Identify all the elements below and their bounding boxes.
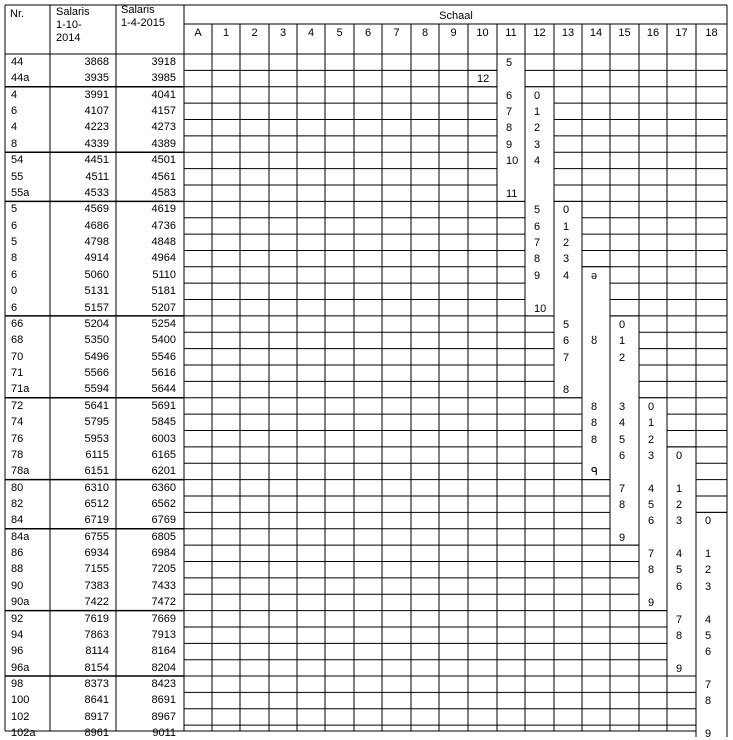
scale-step: 1 — [705, 548, 712, 561]
row-nr: 4 — [11, 88, 18, 101]
row-nr: 54 — [11, 154, 24, 167]
row-nr: 80 — [11, 481, 24, 494]
salary-2015: 4964 — [151, 252, 176, 265]
row-nr: 90a — [11, 596, 30, 609]
salary-2015: 5546 — [151, 350, 176, 363]
scale-step: ȣ — [591, 335, 598, 348]
salary-2014: 7422 — [84, 596, 109, 609]
scale-col-header: 12 — [533, 27, 546, 39]
row-nr: 90 — [11, 579, 24, 592]
row-nr: 0 — [11, 285, 18, 298]
salary-2015: 8691 — [151, 694, 176, 707]
salary-2015: 5110 — [152, 268, 176, 281]
salary-2015: 7205 — [151, 563, 176, 576]
scale-step: 2 — [534, 122, 541, 135]
scale-col-header: 14 — [589, 27, 603, 39]
scale-step: 6 — [534, 220, 541, 233]
scale-step: 8 — [506, 122, 513, 135]
scale-step: 3 — [534, 138, 541, 151]
scale-step: 1 — [648, 417, 655, 430]
scale-col-header: 2 — [251, 27, 258, 39]
scale-step: 6 — [563, 335, 570, 348]
scale-col-header: 5 — [336, 27, 343, 39]
row-nr: 96a — [11, 661, 30, 674]
scale-step: 8 — [705, 695, 712, 708]
scale-step: 7 — [563, 351, 570, 364]
salary-2014: 5566 — [84, 367, 109, 380]
salary-2015: 5691 — [151, 399, 176, 412]
scale-col-header: 16 — [646, 27, 660, 39]
scale-col-header: 6 — [364, 27, 372, 39]
scale-step: 2 — [619, 351, 626, 364]
salary-2015: 5644 — [151, 383, 176, 396]
salary-2015: 7669 — [151, 612, 176, 625]
scale-step: 9 — [534, 269, 541, 282]
scale-step: 6 — [648, 515, 655, 528]
scale-step: 6 — [619, 449, 626, 462]
scale-step: 4 — [648, 482, 655, 495]
scale-step: 8 — [591, 400, 598, 413]
salary-2014: 4107 — [84, 105, 109, 118]
scale-step: 8 — [534, 253, 541, 266]
row-nr: 84a — [11, 530, 30, 543]
row-nr: 86 — [11, 547, 24, 560]
salary-2014: 6151 — [84, 465, 109, 478]
row-nr: 78 — [11, 448, 24, 461]
row-nr: 6 — [11, 219, 18, 232]
scale-col-header: 3 — [279, 27, 287, 39]
salary-2014: 7619 — [84, 612, 109, 625]
salary-2014: 4223 — [84, 121, 109, 134]
scale-step: 2 — [563, 237, 570, 250]
scale-step: 9 — [506, 138, 513, 151]
salary-2015: 4736 — [151, 219, 176, 232]
scale-step: 3 — [705, 580, 712, 593]
scale-step: 3 — [563, 253, 570, 266]
salary-2014: 6310 — [84, 481, 109, 494]
salary-2015: 6003 — [151, 432, 176, 445]
scale-col-header: 11 — [505, 27, 517, 39]
salary-2014: 5594 — [84, 383, 109, 396]
salary-2014: 4569 — [84, 203, 109, 216]
salary-2014: 5131 — [84, 285, 109, 298]
salary-2015: 5254 — [151, 317, 176, 330]
salary-2014: 4339 — [84, 137, 109, 150]
salary-2014: 8373 — [84, 678, 109, 691]
scale-step: 0 — [705, 515, 712, 528]
scale-col-header: A — [194, 27, 202, 39]
scale-col-header: 17 — [675, 27, 688, 39]
scale-step: 0 — [534, 89, 541, 102]
row-nr: 74 — [11, 416, 24, 429]
row-nr: 70 — [11, 350, 24, 363]
salary-2014: 3868 — [84, 56, 109, 68]
salary-2015: 3985 — [151, 72, 176, 85]
salary-2014: 4533 — [84, 186, 109, 199]
salary-2015: 5845 — [151, 416, 176, 429]
scale-col-header: 13 — [561, 27, 575, 39]
row-nr: 100 — [11, 694, 30, 707]
row-nr: 82 — [11, 497, 24, 510]
scale-step: 0 — [648, 400, 655, 413]
salary-2015: 8423 — [151, 678, 176, 691]
scale-step: 10 — [506, 155, 519, 168]
salary-2015: 9011 — [152, 727, 176, 740]
salary-2015: 4041 — [151, 88, 176, 101]
salary-2014: 4511 — [85, 170, 109, 183]
scale-step: 7 — [648, 548, 655, 561]
row-nr: 6 — [11, 268, 18, 281]
salary-2015: 4848 — [151, 236, 176, 249]
scale-step: 5 — [563, 318, 570, 331]
scale-step: 9 — [705, 728, 712, 740]
salary-2014: 8154 — [84, 661, 109, 674]
row-nr: 4 — [11, 121, 18, 134]
salary-2014: 8917 — [84, 710, 109, 723]
salary-2014: 4798 — [84, 236, 109, 249]
salary-2014: 7383 — [84, 579, 109, 592]
salary-2014: 5350 — [84, 334, 109, 347]
scale-step: 0 — [619, 318, 626, 331]
row-nr: 55 — [11, 170, 24, 183]
schaal-header: Schaal — [439, 10, 473, 22]
salary-2015: 8967 — [151, 710, 176, 723]
salary-2015: 5400 — [151, 334, 176, 347]
salary-2014: 5795 — [84, 416, 109, 429]
row-nr: 5 — [11, 236, 18, 249]
salary-2015: 4273 — [151, 121, 176, 134]
scale-step: 0 — [676, 449, 683, 462]
salary-2014: 4914 — [84, 252, 109, 265]
salary-2014: 7155 — [84, 563, 109, 576]
salary-2015: 5616 — [151, 367, 176, 380]
salary-2014: 6934 — [84, 547, 109, 560]
scale-step: 11 — [506, 187, 518, 200]
row-nr: 76 — [11, 432, 24, 445]
scale-step: 4 — [563, 269, 570, 282]
salaris-2014-header: Salaris 1-10- 2014 — [56, 6, 90, 44]
salary-2014: 8114 — [85, 645, 109, 658]
scale-step: 9 — [619, 531, 626, 544]
salary-2014: 5060 — [84, 268, 109, 281]
scale-step: 1 — [676, 482, 683, 495]
row-nr: 6 — [11, 105, 18, 118]
salary-2014: 6755 — [84, 530, 109, 543]
row-nr: 8 — [11, 252, 18, 265]
salary-2014: 5204 — [84, 317, 109, 330]
row-nr: 68 — [11, 334, 24, 347]
scale-col-header: 10 — [476, 27, 489, 39]
salary-2015: 4619 — [151, 203, 176, 216]
salary-2014: 4451 — [84, 154, 109, 167]
nr-header: Nr. — [10, 8, 25, 20]
scale-step: 7 — [676, 613, 683, 626]
row-nr: 92 — [11, 612, 24, 625]
scale-step: 6 — [705, 646, 712, 659]
row-nr: 55a — [11, 186, 30, 199]
salary-2015: 4583 — [151, 186, 176, 199]
scale-step: 4 — [676, 548, 683, 561]
salary-2014: 7863 — [84, 628, 109, 641]
salary-2015: 5207 — [151, 301, 176, 314]
row-nr: 6 — [11, 301, 18, 314]
scale-step: 8 — [676, 629, 683, 642]
salary-2014: 5157 — [84, 301, 109, 314]
scale-step: 4 — [619, 417, 626, 430]
salary-2015: 8204 — [151, 661, 176, 674]
row-nr: 94 — [11, 628, 24, 641]
scale-col-header: 8 — [421, 27, 429, 39]
salary-2015: 4157 — [151, 105, 176, 118]
scale-step: 7 — [506, 106, 513, 119]
row-nr: 5 — [11, 203, 18, 216]
scale-step: 8 — [619, 498, 626, 511]
salary-2014: 8961 — [84, 727, 109, 740]
scale-step: 1 — [534, 106, 541, 119]
scale-col-header: 9 — [450, 27, 457, 39]
scale-col-header: 1 — [222, 27, 230, 39]
salary-2014: 3935 — [84, 72, 109, 85]
salary-2014: 6115 — [85, 448, 109, 461]
scale-step: 9 — [648, 597, 655, 610]
salary-2015: 3918 — [151, 56, 176, 68]
salary-2015: 6165 — [151, 448, 176, 461]
row-nr: 72 — [11, 399, 24, 412]
scale-step: 1 — [619, 335, 626, 348]
scale-step: 7 — [534, 237, 541, 250]
scale-step: 5 — [676, 564, 683, 577]
row-nr: 102 — [11, 710, 30, 723]
row-nr: 44a — [11, 72, 30, 85]
salary-2015: 6769 — [151, 514, 176, 527]
scale-step: 8 — [563, 384, 570, 397]
scale-step: 4 — [705, 613, 712, 626]
scale-step: 2 — [648, 433, 655, 446]
salaris-2015-header: Salaris 1-4-2015 — [121, 4, 166, 29]
row-nr: 96 — [11, 645, 24, 658]
scale-step: 9 — [676, 662, 683, 675]
scale-col-header: 15 — [618, 27, 631, 39]
row-nr: 44 — [11, 56, 24, 68]
scale-step: 4 — [534, 155, 541, 168]
salary-2014: 5496 — [84, 350, 109, 363]
scale-step: 3 — [648, 449, 655, 462]
scale-step: 2 — [705, 564, 712, 577]
salary-2015: 6805 — [151, 530, 176, 543]
scale-step: 12 — [477, 73, 490, 86]
salary-2015: 8164 — [151, 645, 176, 658]
scale-step: 7 — [705, 679, 712, 692]
salary-2015: 4561 — [151, 170, 176, 183]
row-nr: 102a — [11, 727, 36, 740]
scale-step: 8 — [648, 564, 655, 577]
scale-step: 5 — [648, 498, 655, 511]
scale-step-band — [583, 267, 610, 479]
row-nr: 71a — [11, 383, 30, 396]
scale-step: 2 — [676, 498, 683, 511]
salary-2015: 6984 — [151, 547, 176, 560]
row-nr: 8 — [11, 137, 18, 150]
scale-step: 5 — [506, 57, 513, 69]
scale-col-header: 18 — [705, 27, 718, 39]
salary-2015: 7433 — [151, 579, 176, 592]
scale-col-header: 7 — [393, 27, 400, 39]
row-nr: 66 — [11, 317, 24, 330]
scale-step: 7 — [619, 482, 626, 495]
salary-2014: 5953 — [84, 432, 109, 445]
scale-step: 8 — [591, 417, 598, 430]
scale-step: 8 — [591, 433, 598, 446]
scale-step: 5 — [534, 204, 541, 217]
salary-2014: 8641 — [84, 694, 109, 707]
salary-2015: 4389 — [151, 137, 176, 150]
scale-step: ə — [591, 269, 598, 282]
scale-col-header: 4 — [307, 27, 315, 39]
salary-2014: 3991 — [84, 88, 109, 101]
salary-2015: 7913 — [151, 628, 176, 641]
row-nr: 78a — [11, 465, 30, 478]
salary-2014: 5641 — [84, 399, 109, 412]
scale-step-band — [697, 513, 727, 737]
row-nr: 98 — [11, 678, 24, 691]
scale-step: 6 — [676, 580, 683, 593]
salary-2014: 6512 — [84, 497, 109, 510]
scale-step: 0 — [563, 204, 570, 217]
scale-step: ᑫ — [591, 466, 598, 479]
salary-2014: 6719 — [84, 514, 109, 527]
salary-2015: 7472 — [151, 596, 176, 609]
salary-2015: 6562 — [151, 497, 176, 510]
scale-step: 1 — [563, 220, 570, 233]
salary-2015: 4501 — [151, 154, 176, 167]
salary-2015: 6201 — [151, 465, 176, 478]
row-nr: 88 — [11, 563, 24, 576]
salary-2015: 5181 — [151, 285, 176, 298]
salary-2014: 4686 — [84, 219, 109, 232]
scale-step: 3 — [676, 515, 683, 528]
row-nr: 84 — [11, 514, 24, 527]
scale-step: 5 — [619, 433, 626, 446]
row-nr: 71 — [11, 367, 24, 380]
scale-step: 10 — [534, 302, 547, 315]
scale-step: 3 — [619, 400, 626, 413]
scale-step: 5 — [705, 629, 712, 642]
scale-step: 6 — [506, 89, 513, 102]
salary-2015: 6360 — [151, 481, 176, 494]
